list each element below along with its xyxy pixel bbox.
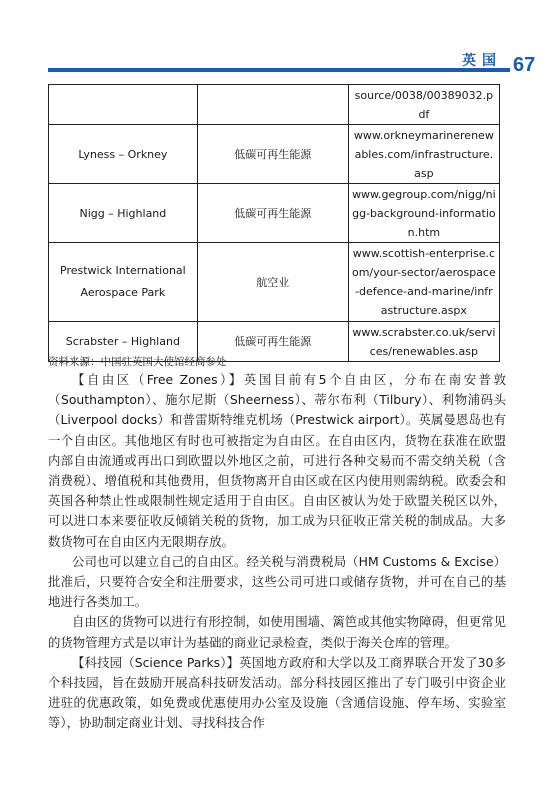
- table-row: [49, 125, 500, 184]
- industry-cell: 低碳可再生能源: [197, 125, 348, 184]
- table-row: [49, 85, 500, 125]
- paragraph-science-parks: 【科技园（Science Parks）】英国地方政府和大学以及工商界联合开发了30多个科技园，旨在鼓励开展高科技研发活动。部分科技园区推出了专门吸引中资企业进驻的优惠政策，如免费或优惠使用办公室及设施（含通信设施、停车场、实验室等），协助制定商业计划、寻找科技合作: [48, 654, 506, 731]
- site-name-cell: Prestwick International Aerospace Park: [49, 243, 198, 322]
- body-text: [48, 370, 506, 734]
- site-name-cell: Nigg – Highland: [49, 184, 198, 243]
- infrastructure-table: [48, 84, 500, 362]
- industry-cell: 低碳可再生能源: [197, 322, 348, 362]
- header-rule: [48, 68, 510, 72]
- table-row: [49, 184, 500, 243]
- paragraph-free-zones: 【自由区（Free Zones）】英国目前有5个自由区，分布在南安普敦（Southampton）、施尔尼斯（Sheerness）、蒂尔布利（Tilbury）、利物浦码头（Liverpool docks）和普雷斯特维克机场（Prestwick airport）。英属曼恩岛也有一个自由区。其他地区有时也可被指定为自由区。在自由区内，货物在获准在欧盟内部自由流通或再出口到欧盟以外地区之前，可进行各种交易而不需交纳关税（含消费税）、增值税和其他费用，但货物离开自由区或在区内使用则需纳税。欧委会和英国各种禁止性或限制性规定适用于自由区。自由区被认为处于欧盟关税区以外，可以进口本来要征收反倾销关税的货物，加工成为只征收正常关税的制成品。大多数货物可在自由区内无限期存放。: [48, 372, 506, 549]
- url-cell: www.scottish-enterprise.com/your-sector/aerospace-defence-and-marine/infrastructure.aspx: [348, 243, 499, 322]
- table-row: [49, 243, 500, 322]
- site-name-cell: [49, 85, 198, 125]
- industry-cell: [197, 85, 348, 125]
- site-name-cell: Scrabster – Highland: [49, 322, 198, 362]
- url-cell: www.scrabster.co.uk/services/renewables.asp: [348, 322, 499, 362]
- industry-cell: 低碳可再生能源: [197, 184, 348, 243]
- site-name-cell: Lyness – Orkney: [49, 125, 198, 184]
- url-cell: www.gegroup.com/nigg/nigg-background-information.htm: [348, 184, 499, 243]
- url-cell: source/0038/00389032.pdf: [348, 85, 499, 125]
- paragraph-free-zone-controls: 自由区的货物可以进行有形控制，如使用围墙、篱笆或其他实物障碍，但更常见的货物管理方式是以审计为基础的商业记录检查，类似于海关仓库的管理。: [48, 614, 506, 650]
- industry-cell: 航空业: [197, 243, 348, 322]
- url-cell: www.orkneymarinerenewables.com/infrastructure.asp: [348, 125, 499, 184]
- page-number: 67: [513, 54, 536, 76]
- source-note: 资料来源：中国驻英国大使馆经商参处: [48, 356, 227, 368]
- running-header-country: 英国: [462, 53, 502, 69]
- paragraph-company-free-zones: 公司也可以建立自己的自由区。经关税与消费税局（HM Customs & Excise）批准后，只要符合安全和注册要求，这些公司可进口或储存货物，并可在自己的基地进行各类加工。: [48, 553, 506, 610]
